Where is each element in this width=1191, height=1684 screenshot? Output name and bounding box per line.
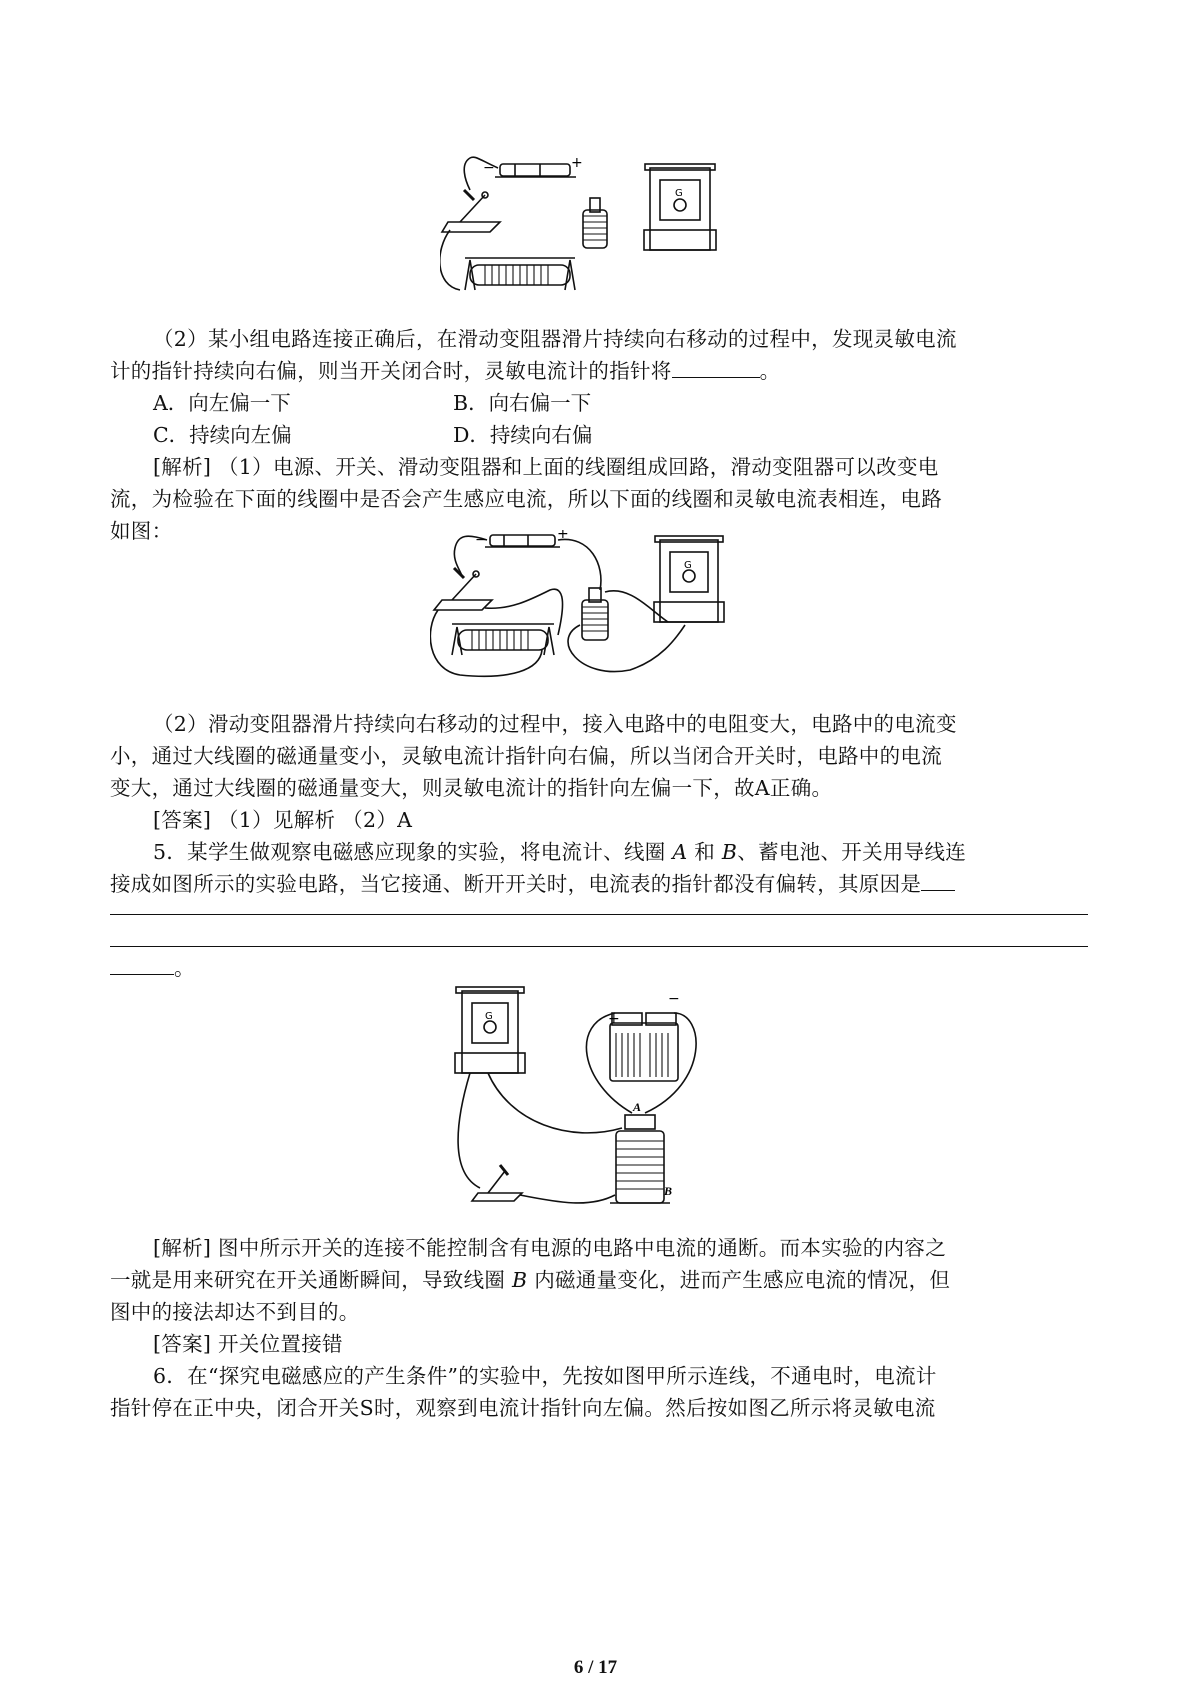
option-c: C．持续向左偏: [153, 423, 292, 447]
option-d: D．持续向右偏: [453, 423, 593, 447]
answer-blank: [110, 952, 174, 975]
figure-circuit-connected: [430, 530, 730, 680]
q4-part2-end: 。: [759, 359, 781, 383]
q5-line2: 接成如图所示的实验电路，当它接通、断开开关时，电流表的指针都没有偏转，其原因是: [110, 868, 1090, 900]
q6-line1: 6．在“探究电磁感应的产生条件”的实验中，先按如图甲所示连线，不通电时，电流计: [153, 1364, 937, 1388]
svg-text:+: +: [557, 530, 569, 542]
q5-line-end: 。: [110, 952, 1090, 984]
q4-analysis-line1: [解析] （1）电源、开关、滑动变阻器和上面的线圈组成回路，滑动变阻器可以改变电: [153, 455, 939, 479]
answer-blank: [672, 355, 760, 378]
coil-b-label: B: [664, 1184, 673, 1198]
q5-analysis-line2: 一就是用来研究在开关通断瞬间，导致线圈 B 内磁通量变化，进而产生感应电流的情况，但: [110, 1268, 951, 1292]
page-number: 6 / 17: [573, 1657, 618, 1678]
minus-sign: −: [483, 160, 495, 176]
svg-text:−: −: [475, 532, 487, 548]
q4-analysis2-line3: 变大，通过大线圈的磁通量变大，则灵敏电流计的指针向左偏一下，故A正确。: [110, 776, 833, 800]
plus-sign: +: [571, 155, 583, 171]
q4-part2-line2: [110, 355, 1090, 387]
q4-part2-line1: （2）某小组电路连接正确后，在滑动变阻器滑片持续向右移动的过程中，发现灵敏电流: [153, 327, 957, 351]
q5-analysis-line3: 图中的接法却达不到目的。: [110, 1300, 360, 1324]
coil-a-label: A: [633, 1100, 642, 1114]
figure-q5-circuit: [450, 983, 710, 1218]
svg-text:+: +: [608, 1011, 620, 1027]
q4-analysis-line2: 流，为检验在下面的线圈中是否会产生感应电流，所以下面的线圈和灵敏电流表相连，电路: [110, 487, 942, 511]
q6-line2: 指针停在正中央，闭合开关S时，观察到电流计指针向左偏。然后按如图乙所示将灵敏电流: [110, 1396, 936, 1420]
answer-blank: [921, 868, 955, 891]
svg-text:−: −: [668, 991, 680, 1007]
answer-line: [110, 946, 1088, 947]
answer-line: [110, 914, 1088, 915]
option-b: B．向右偏一下: [453, 391, 592, 415]
q5-answer: [答案] 开关位置接错: [153, 1332, 343, 1356]
q5-line1: 5．某学生做观察电磁感应现象的实验，将电流计、线圈 A 和 B、蓄电池、开关用导线连: [153, 840, 967, 864]
q4-analysis2-line1: （2）滑动变阻器滑片持续向右移动的过程中，接入电路中的电阻变大，电路中的电流变: [153, 712, 957, 736]
galvanometer-label: G: [675, 188, 683, 199]
q4-part2-text: 计的指针持续向右偏，则当开关闭合时，灵敏电流计的指针将: [110, 359, 672, 383]
q4-answer: [答案] （1）见解析 （2）A: [153, 808, 413, 832]
q4-analysis-line3: 如图：: [110, 519, 173, 543]
option-a: A．向左偏一下: [153, 391, 291, 415]
svg-text:G: G: [684, 560, 692, 571]
figure-apparatus-unconnected: [440, 150, 780, 315]
q5-analysis-line1: [解析] 图中所示开关的连接不能控制含有电源的电路中电流的通断。而本实验的内容之: [153, 1236, 947, 1260]
svg-text:G: G: [485, 1011, 493, 1022]
q4-analysis2-line2: 小，通过大线圈的磁通量变小，灵敏电流计指针向右偏，所以当闭合开关时，电路中的电流: [110, 744, 942, 768]
